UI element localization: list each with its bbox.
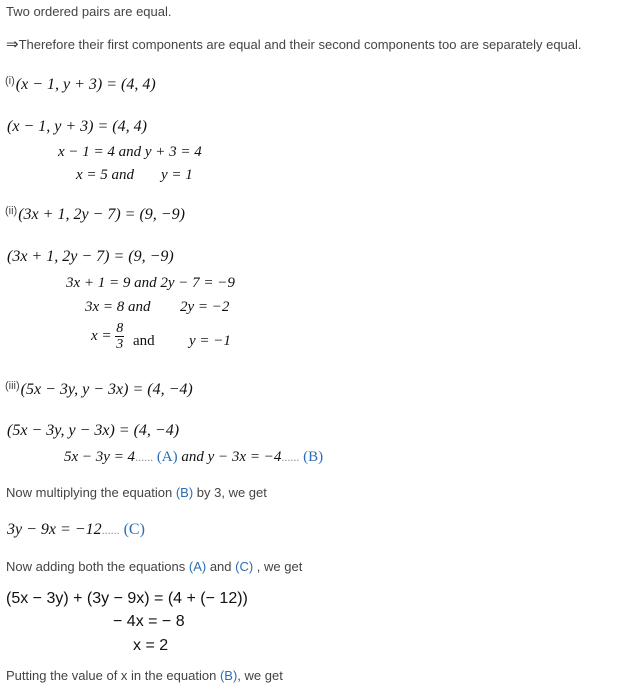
adding-pre: Now adding both the equations xyxy=(6,559,189,574)
part2-step-x: 3x = 8 and xyxy=(85,299,151,315)
adding-ref-a: (A) xyxy=(188,559,207,574)
adding-ref-c: (C) xyxy=(235,559,254,574)
multiply-line xyxy=(6,485,267,500)
part3-eq-b: and y − 3x = −4 xyxy=(181,449,282,465)
putting-ref: (B) xyxy=(219,668,238,683)
adding-post: , we get xyxy=(253,559,303,574)
part1-given-expr: (x − 1, y + 3) = (4, 4) xyxy=(15,76,156,93)
ref-equation-b: (B) xyxy=(303,449,324,465)
putting-post: , we get xyxy=(237,668,283,683)
part2-sol-x-prefix: x = xyxy=(91,327,112,344)
putting-line xyxy=(6,668,283,683)
ref-equation-a: (A) xyxy=(156,449,178,465)
part3-dots-a: ...... xyxy=(135,450,154,464)
implies-arrow-icon: ⇒ xyxy=(6,36,19,53)
part2-sol-y: y = −1 xyxy=(189,333,231,349)
equation-c-expr: 3y − 9x = −12 xyxy=(7,521,102,538)
ref-equation-c: (C) xyxy=(123,521,145,538)
part2-restate: (3x + 1, 2y − 7) = (9, −9) xyxy=(7,248,174,265)
part3-given-expr: (5x − 3y, y − 3x) = (4, −4) xyxy=(20,381,193,398)
equation-c-dots: ...... xyxy=(101,523,120,537)
part2-sol-x xyxy=(91,321,124,352)
therefore-line xyxy=(6,35,582,53)
sum-line-3: x = 2 xyxy=(133,637,169,654)
part3-restate: (5x − 3y, y − 3x) = (4, −4) xyxy=(7,422,180,439)
multiply-ref: (B) xyxy=(175,485,194,500)
sum-line-1: (5x − 3y) + (3y − 9x) = (4 + (− 12)) xyxy=(6,590,248,607)
part1-restate: (x − 1, y + 3) = (4, 4) xyxy=(7,118,147,135)
part1-eq-line: x − 1 = 4 and y + 3 = 4 xyxy=(58,144,202,160)
part2-given-expr: (3x + 1, 2y − 7) = (9, −9) xyxy=(18,206,185,223)
part2-sol-and: and xyxy=(133,333,155,349)
fraction-8-3 xyxy=(115,321,124,352)
therefore-text: Therefore their first components are equal and their second components too are separately equal. xyxy=(18,37,582,52)
part3-given xyxy=(5,380,193,399)
part1-sol-x: x = 5 and xyxy=(76,167,135,183)
multiply-pre: Now multiplying the equation xyxy=(6,485,176,500)
fraction-numerator: 8 xyxy=(116,321,124,336)
intro-text: Two ordered pairs are equal. xyxy=(6,4,172,19)
part2-step-y: 2y = −2 xyxy=(180,299,230,315)
fraction-denominator: 3 xyxy=(116,337,124,352)
part2-eq-line: 3x + 1 = 9 and 2y − 7 = −9 xyxy=(66,275,235,291)
adding-mid: and xyxy=(206,559,236,574)
part2-given xyxy=(5,205,185,224)
part1-label: (i) xyxy=(5,75,15,87)
part2-label: (ii) xyxy=(5,205,18,217)
sum-line-2: − 4x = − 8 xyxy=(113,613,185,630)
part1-given xyxy=(5,75,156,94)
multiply-post: by 3, we get xyxy=(193,485,267,500)
part3-dots-b: ...... xyxy=(281,450,300,464)
part3-eq-line xyxy=(64,449,323,466)
part3-eq-a: 5x − 3y = 4 xyxy=(64,449,136,465)
putting-pre: Putting the value of x in the equation xyxy=(6,668,220,683)
part1-sol-y: y = 1 xyxy=(161,167,193,183)
part3-label: (iii) xyxy=(5,380,20,392)
adding-line xyxy=(6,559,302,574)
equation-c xyxy=(7,521,145,539)
